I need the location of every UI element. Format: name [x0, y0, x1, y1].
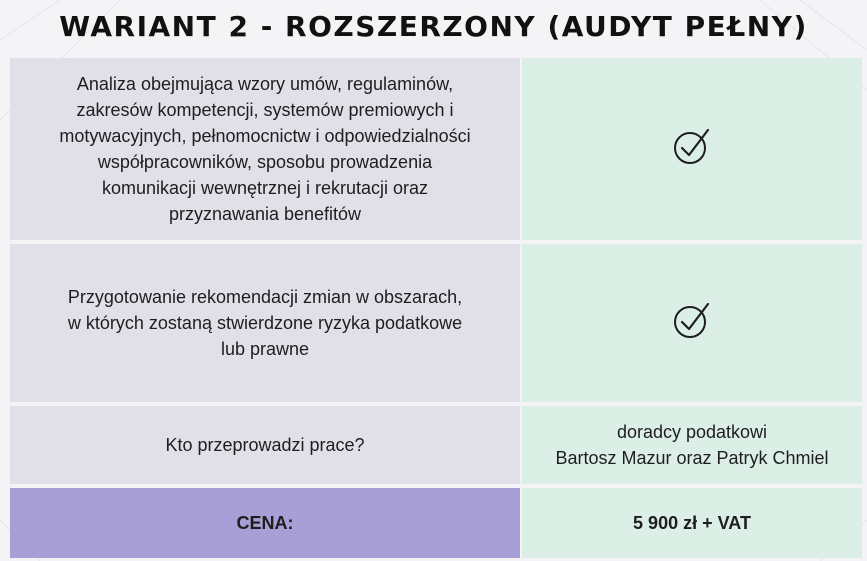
- offer-table: [10, 58, 860, 546]
- check-circle-icon: [672, 300, 712, 347]
- price-label: CENA:: [10, 488, 520, 558]
- check-circle-icon: [672, 126, 712, 173]
- row-analysis-description: Analiza obejmująca wzory umów, regulaminów, zakresów kompetencji, systemów premiowych i motywacyjnych, pełnomocnictw i odpowiedzialności współpracowników, sposobu prowadzenia komunikacji wewnętrznej i rekrutacji oraz przyznawania benefitów: [10, 58, 520, 240]
- row-who-value: doradcy podatkowi Bartosz Mazur oraz Patryk Chmiel: [522, 406, 862, 484]
- row-recommendations-value: [522, 244, 862, 402]
- row-analysis-value: [522, 58, 862, 240]
- row-who-label: Kto przeprowadzi prace?: [10, 406, 520, 484]
- page-title: WARIANT 2 - ROZSZERZONY (AUDYT PEŁNY): [59, 10, 808, 43]
- row-recommendations-description: Przygotowanie rekomendacji zmian w obszarach, w których zostaną stwierdzone ryzyka podatkowe lub prawne: [10, 244, 520, 402]
- price-value: 5 900 zł + VAT: [522, 488, 862, 558]
